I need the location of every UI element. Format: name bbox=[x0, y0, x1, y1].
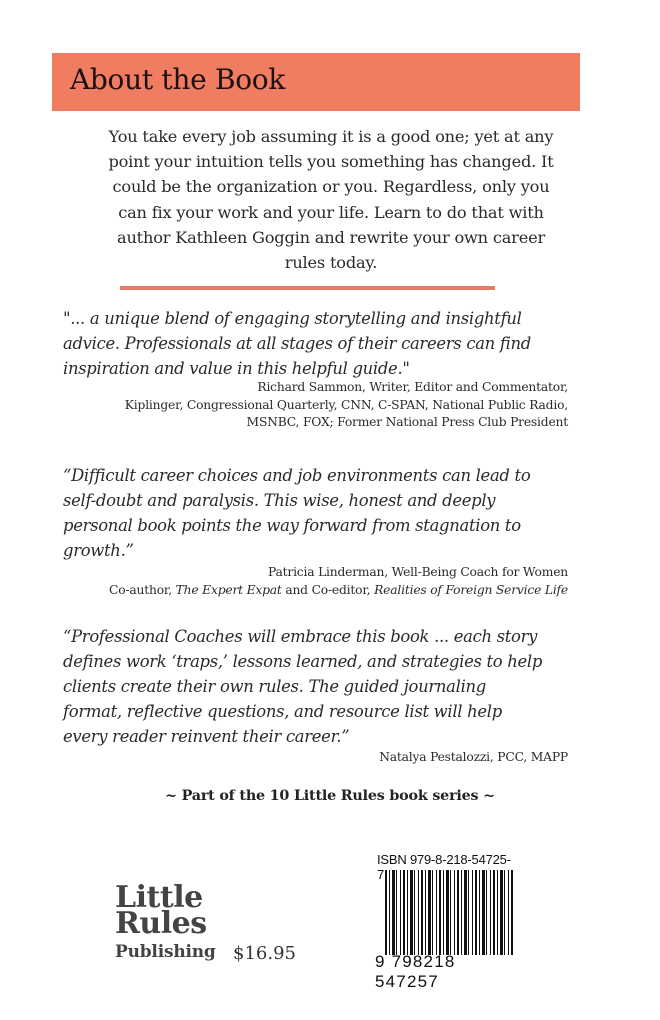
book-title: The Expert Expat bbox=[175, 582, 282, 597]
quote-line: format, reflective questions, and resource list will help bbox=[63, 702, 502, 721]
quote-line: “Difficult career choices and job environments can lead to bbox=[63, 466, 531, 485]
testimonial-quote bbox=[63, 463, 593, 563]
testimonial-attribution bbox=[125, 379, 568, 432]
section-title: About the Book bbox=[70, 63, 286, 96]
header-band bbox=[52, 53, 580, 111]
blurb-line: could be the organization or you. Regardless, only you bbox=[112, 177, 550, 197]
quote-line: "... a unique blend of engaging storytelling and insightful bbox=[63, 309, 522, 328]
blurb-line: author Kathleen Goggin and rewrite your own career bbox=[117, 227, 545, 247]
attribution-line: Kiplinger, Congressional Quarterly, CNN, C-SPAN, National Public Radio, bbox=[124, 397, 568, 412]
quote-line: every reader reinvent their career.” bbox=[63, 727, 350, 746]
logo-word: Publishing bbox=[115, 942, 216, 962]
series-note: ~ Part of the 10 Little Rules book series ~ bbox=[165, 788, 495, 804]
quote-line: defines work ‘traps,’ lessons learned, and strategies to help bbox=[63, 652, 543, 671]
divider bbox=[120, 286, 495, 290]
book-title: Realities of Foreign Service Life bbox=[374, 582, 568, 597]
attribution-line: Natalya Pestalozzi, PCC, MAPP bbox=[379, 750, 568, 764]
quote-line: inspiration and value in this helpful guide." bbox=[63, 359, 410, 378]
blurb-line: can fix your work and your life. Learn to do that with bbox=[118, 202, 544, 222]
attribution-line bbox=[109, 582, 568, 600]
publisher-logo bbox=[115, 880, 216, 965]
barcode-bars-icon bbox=[385, 870, 513, 955]
barcode-digits: 9 798218 547257 bbox=[375, 952, 456, 991]
testimonial-quote bbox=[63, 306, 593, 381]
isbn-barcode bbox=[375, 852, 517, 991]
quote-line: personal book points the way forward from stagnation to bbox=[63, 516, 521, 535]
logo-word: Rules bbox=[115, 906, 207, 941]
blurb-line: point your intuition tells you something has changed. It bbox=[108, 152, 554, 172]
logo-word: Little bbox=[115, 880, 203, 915]
book-blurb bbox=[68, 124, 594, 275]
quote-line: clients create their own rules. The guided journaling bbox=[63, 677, 486, 696]
quote-line: “Professional Coaches will embrace this book ... each story bbox=[63, 627, 538, 646]
testimonial-attribution bbox=[109, 564, 568, 599]
attribution-line: Patricia Linderman, Well-Being Coach for Women bbox=[268, 565, 568, 579]
isbn-label: ISBN 979-8-218-54725-7 bbox=[377, 852, 511, 882]
attribution-text: Co-author, bbox=[109, 582, 176, 597]
quote-line: self-doubt and paralysis. This wise, honest and deeply bbox=[63, 491, 496, 510]
attribution-line: MSNBC, FOX; Former National Press Club President bbox=[246, 415, 568, 429]
blurb-line: rules today. bbox=[284, 253, 378, 273]
testimonial-attribution bbox=[379, 749, 568, 767]
quote-line: advice. Professionals at all stages of their careers can find bbox=[63, 334, 532, 353]
blurb-line: You take every job assuming it is a good one; yet at any bbox=[108, 127, 554, 146]
price: $16.95 bbox=[233, 943, 296, 964]
attribution-text: and Co-editor, bbox=[281, 582, 375, 597]
attribution-line: Richard Sammon, Writer, Editor and Commentator, bbox=[257, 380, 568, 394]
testimonial-quote bbox=[63, 624, 593, 749]
quote-line: growth.” bbox=[63, 541, 134, 560]
